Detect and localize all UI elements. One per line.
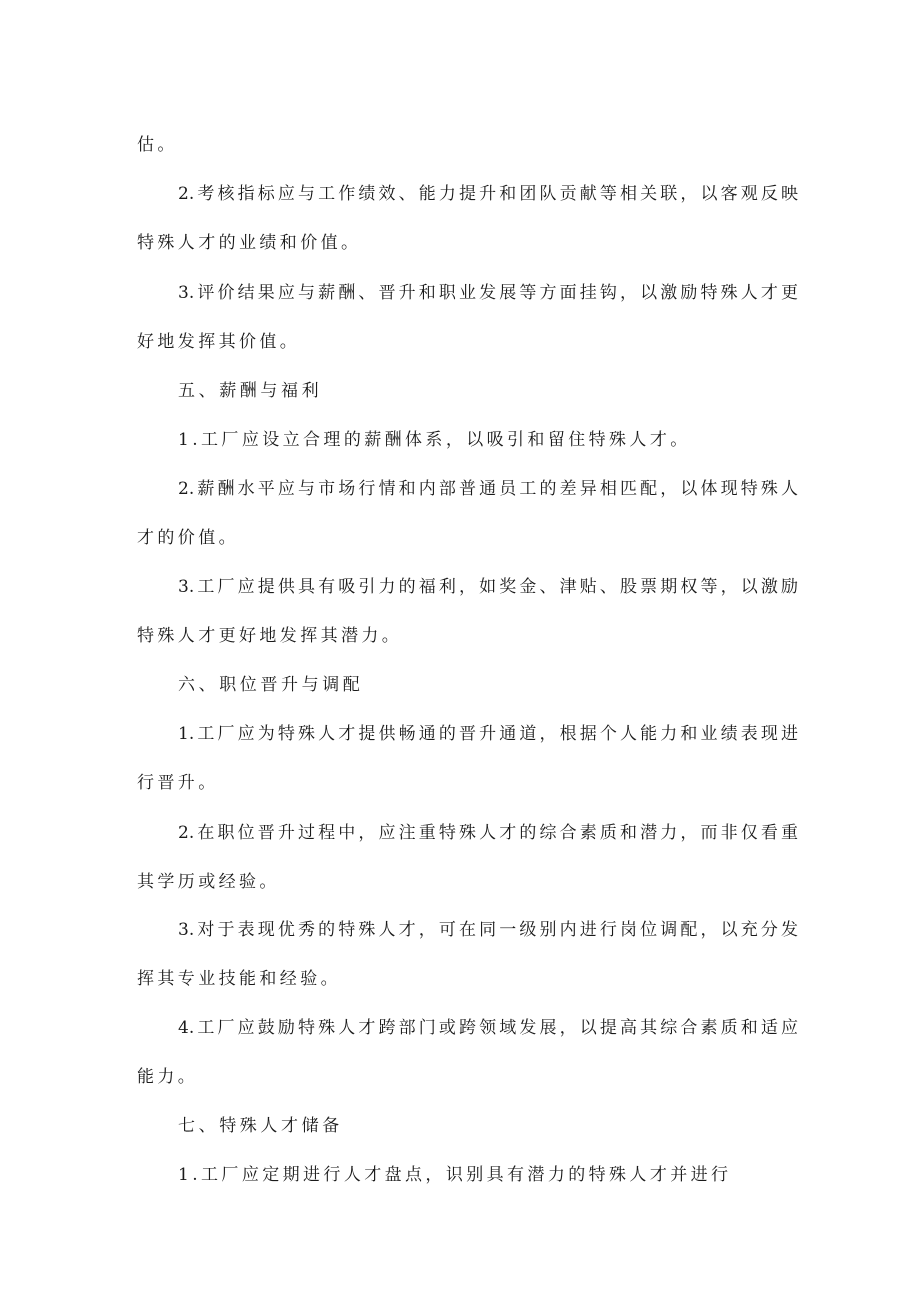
text-line: 3.工厂应提供具有吸引力的福利，如奖金、津贴、股票期权等，以激励 <box>178 577 798 597</box>
text-line: 1.工厂应设立合理的薪酬体系，以吸引和留住特殊人才。 <box>178 430 691 450</box>
text-line: 好地发挥其价值。 <box>137 332 301 352</box>
section-heading: 五、薪酬与福利 <box>178 381 323 401</box>
text-line: 特殊人才更好地发挥其潜力。 <box>137 626 403 646</box>
text-line: 3.对于表现优秀的特殊人才，可在同一级别内进行岗位调配，以充分发 <box>178 920 798 940</box>
text-line: 2.在职位晋升过程中，应注重特殊人才的综合素质和潜力，而非仅看重 <box>178 823 798 843</box>
text-line: 估。 <box>137 135 178 155</box>
text-line: 2.考核指标应与工作绩效、能力提升和团队贡献等相关联，以客观反映 <box>178 184 798 204</box>
text-line: 能力。 <box>137 1067 199 1087</box>
text-line: 3.评价结果应与薪酬、晋升和职业发展等方面挂钩，以激励特殊人才更 <box>178 283 798 303</box>
text-line: 1.工厂应为特殊人才提供畅通的晋升通道，根据个人能力和业绩表现进 <box>178 724 798 744</box>
text-line: 行晋升。 <box>137 773 219 793</box>
text-line: 4.工厂应鼓励特殊人才跨部门或跨领域发展，以提高其综合素质和适应 <box>178 1018 798 1038</box>
text-line: 特殊人才的业绩和价值。 <box>137 233 362 253</box>
text-line: 挥其专业技能和经验。 <box>137 969 341 989</box>
text-line: 2.薪酬水平应与市场行情和内部普通员工的差异相匹配，以体现特殊人 <box>178 479 798 499</box>
text-line: 1.工厂应定期进行人才盘点，识别具有潜力的特殊人才并进行 <box>178 1165 732 1185</box>
text-line: 其学历或经验。 <box>137 872 280 892</box>
text-line: 才的价值。 <box>137 528 239 548</box>
section-heading: 七、特殊人才储备 <box>178 1116 343 1136</box>
section-heading: 六、职位晋升与调配 <box>178 675 364 695</box>
